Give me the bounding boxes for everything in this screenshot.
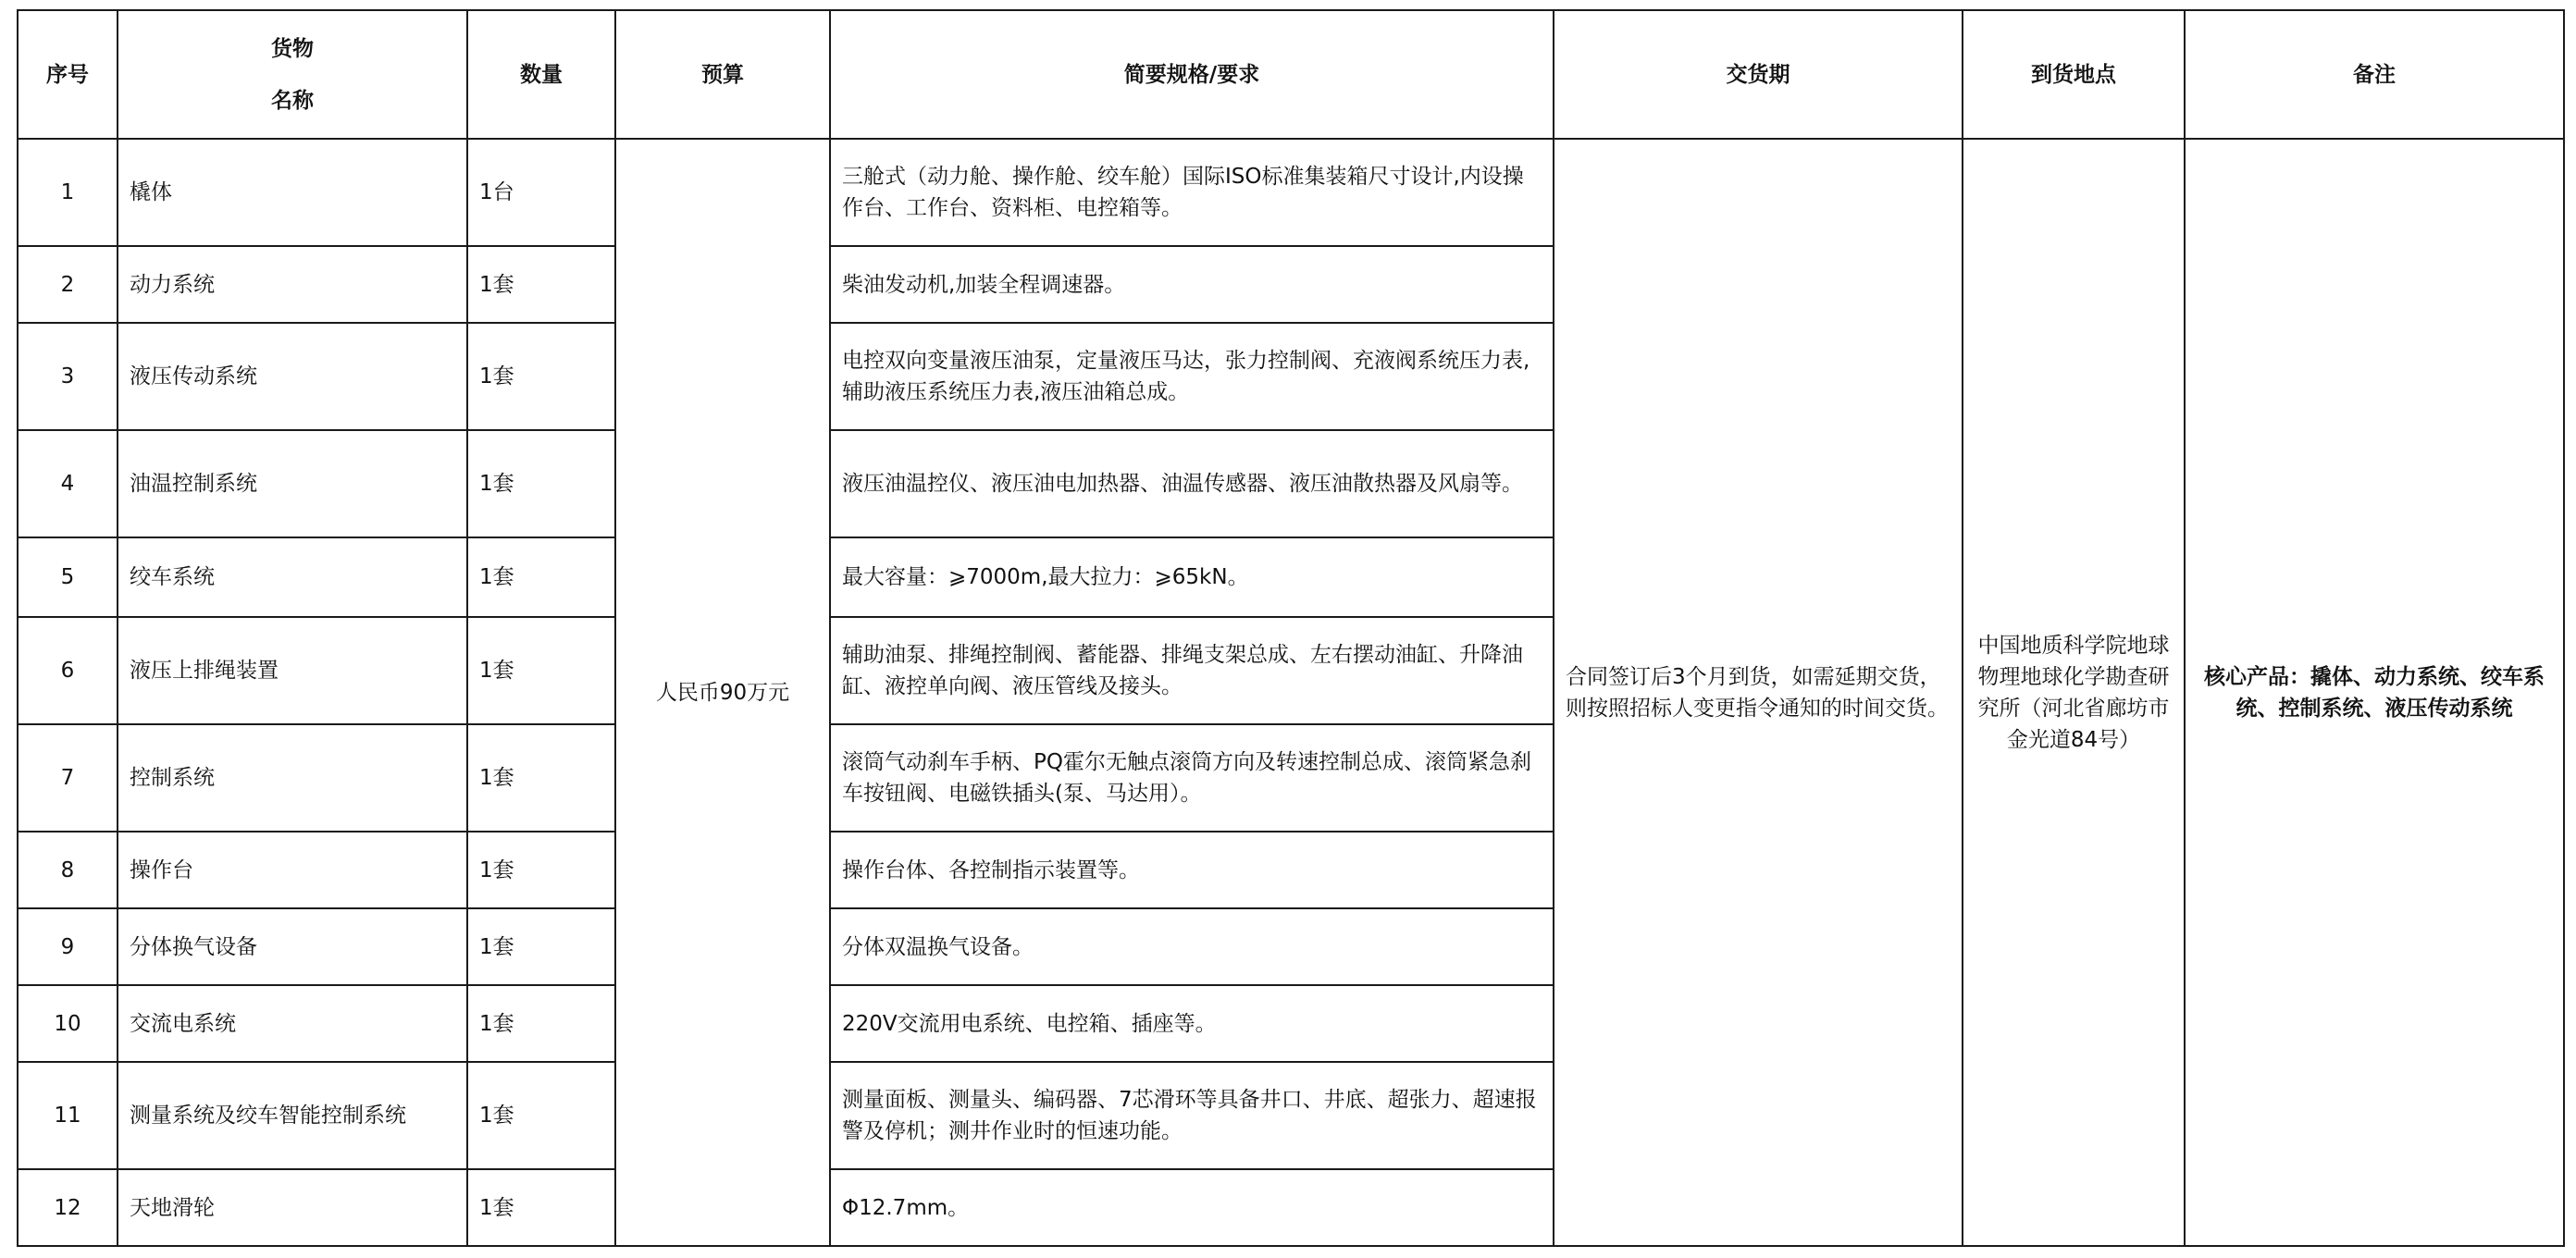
row-no: 8 (18, 832, 118, 908)
row-no: 7 (18, 724, 118, 832)
header-location: 到货地点 (1963, 10, 2185, 139)
procurement-table-container (17, 9, 2565, 1247)
row-spec: 柴油发动机,加装全程调速器。 (830, 246, 1554, 323)
row-no: 2 (18, 246, 118, 323)
row-qty: 1套 (467, 985, 615, 1062)
row-name: 液压传动系统 (118, 323, 467, 430)
row-qty: 1套 (467, 908, 615, 985)
row-spec: Φ12.7mm。 (830, 1169, 1554, 1246)
header-delivery: 交货期 (1554, 10, 1963, 139)
delivery-cell: 合同签订后3个月到货，如需延期交货，则按照招标人变更指令通知的时间交货。 (1554, 139, 1963, 1246)
row-name: 操作台 (118, 832, 467, 908)
row-no: 4 (18, 430, 118, 537)
row-name: 分体换气设备 (118, 908, 467, 985)
header-remark: 备注 (2185, 10, 2564, 139)
row-name: 油温控制系统 (118, 430, 467, 537)
row-no: 3 (18, 323, 118, 430)
row-name: 绞车系统 (118, 537, 467, 617)
header-qty: 数量 (467, 10, 615, 139)
row-name: 天地滑轮 (118, 1169, 467, 1246)
budget-cell: 人民币90万元 (615, 139, 830, 1246)
row-qty: 1套 (467, 323, 615, 430)
row-qty: 1套 (467, 832, 615, 908)
row-spec: 三舱式（动力舱、操作舱、绞车舱）国际ISO标准集装箱尺寸设计,内设操作台、工作台、资料柜、电控箱等。 (830, 139, 1554, 246)
row-qty: 1套 (467, 724, 615, 832)
header-no: 序号 (18, 10, 118, 139)
row-no: 6 (18, 617, 118, 724)
row-qty: 1套 (467, 1062, 615, 1169)
row-no: 11 (18, 1062, 118, 1169)
row-spec: 220V交流用电系统、电控箱、插座等。 (830, 985, 1554, 1062)
row-spec: 最大容量：⩾7000m,最大拉力：⩾65kN。 (830, 537, 1554, 617)
row-spec: 辅助油泵、排绳控制阀、蓄能器、排绳支架总成、左右摆动油缸、升降油缸、液控单向阀、液压管线及接头。 (830, 617, 1554, 724)
row-spec: 测量面板、测量头、编码器、7芯滑环等具备井口、井底、超张力、超速报警及停机；测井作业时的恒速功能。 (830, 1062, 1554, 1169)
procurement-table (17, 9, 2565, 1247)
row-name: 液压上排绳装置 (118, 617, 467, 724)
row-name: 控制系统 (118, 724, 467, 832)
row-no: 1 (18, 139, 118, 246)
row-spec: 电控双向变量液压油泵，定量液压马达，张力控制阀、充液阀系统压力表,辅助液压系统压力表,液压油箱总成。 (830, 323, 1554, 430)
row-spec: 操作台体、各控制指示装置等。 (830, 832, 1554, 908)
header-name (118, 10, 467, 139)
row-name: 橇体 (118, 139, 467, 246)
row-spec: 分体双温换气设备。 (830, 908, 1554, 985)
row-name: 测量系统及绞车智能控制系统 (118, 1062, 467, 1169)
row-no: 5 (18, 537, 118, 617)
row-no: 12 (18, 1169, 118, 1246)
row-qty: 1套 (467, 1169, 615, 1246)
header-name-line2: 名称 (271, 88, 314, 113)
row-spec: 液压油温控仪、液压油电加热器、油温传感器、液压油散热器及风扇等。 (830, 430, 1554, 537)
row-qty: 1套 (467, 430, 615, 537)
remark-cell: 核心产品：撬体、动力系统、绞车系统、控制系统、液压传动系统 (2185, 139, 2564, 1246)
header-name-line1: 货物 (271, 36, 314, 61)
row-name: 动力系统 (118, 246, 467, 323)
row-name: 交流电系统 (118, 985, 467, 1062)
table-row (18, 139, 2564, 246)
row-spec: 滚筒气动刹车手柄、PQ霍尔无触点滚筒方向及转速控制总成、滚筒紧急刹车按钮阀、电磁铁插头(泵、马达用）。 (830, 724, 1554, 832)
header-row (18, 10, 2564, 139)
row-qty: 1套 (467, 537, 615, 617)
row-no: 10 (18, 985, 118, 1062)
row-qty: 1套 (467, 246, 615, 323)
header-spec: 简要规格/要求 (830, 10, 1554, 139)
header-budget: 预算 (615, 10, 830, 139)
location-cell: 中国地质科学院地球物理地球化学勘查研究所（河北省廊坊市金光道84号） (1963, 139, 2185, 1246)
row-no: 9 (18, 908, 118, 985)
row-qty: 1台 (467, 139, 615, 246)
row-qty: 1套 (467, 617, 615, 724)
